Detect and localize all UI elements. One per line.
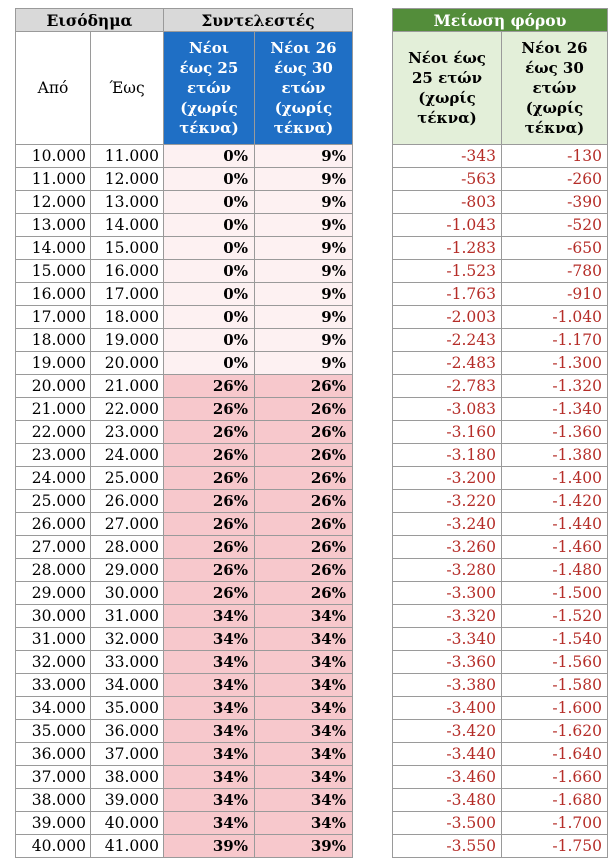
reduction-young26-30-cell: -910 (502, 283, 608, 306)
spacer (353, 191, 393, 214)
income-from-cell: 12.000 (16, 191, 91, 214)
spacer (353, 168, 393, 191)
rate-young25-cell: 0% (164, 352, 255, 375)
reduction-young25-cell: -3.340 (393, 628, 502, 651)
table-row (16, 145, 608, 168)
rate-young26-30-cell: 34% (255, 743, 353, 766)
reduction-young25-cell: -1.043 (393, 214, 502, 237)
reduction-young26-30-cell: -520 (502, 214, 608, 237)
table-row (16, 352, 608, 375)
rate-young26-30-cell: 9% (255, 168, 353, 191)
header-line: (χωρίς (180, 99, 238, 117)
spacer (353, 145, 393, 168)
spacer (353, 720, 393, 743)
income-from-cell: 11.000 (16, 168, 91, 191)
spacer (353, 582, 393, 605)
income-from-cell: 40.000 (16, 835, 91, 858)
income-to-cell: 37.000 (91, 743, 164, 766)
rate-young26-30-cell: 34% (255, 789, 353, 812)
rate-young25-cell: 34% (164, 812, 255, 835)
reduction-young25-cell: -3.360 (393, 651, 502, 674)
reduction-young25-cell: -3.500 (393, 812, 502, 835)
table-row (16, 605, 608, 628)
table-row (16, 467, 608, 490)
reduction-young26-30-cell: -650 (502, 237, 608, 260)
income-to-cell: 39.000 (91, 789, 164, 812)
reduction-young26-30-cell: -1.560 (502, 651, 608, 674)
header-line: έως 25 (179, 59, 239, 77)
spacer (353, 306, 393, 329)
table-row (16, 628, 608, 651)
rate-young26-30-cell: 9% (255, 260, 353, 283)
reduction-young26-30-cell: -1.480 (502, 559, 608, 582)
income-to-cell: 36.000 (91, 720, 164, 743)
table-row (16, 789, 608, 812)
rate-young26-30-cell: 34% (255, 697, 353, 720)
reduction-young26-30-cell: -1.640 (502, 743, 608, 766)
rate-young25-cell: 34% (164, 651, 255, 674)
income-from-cell: 28.000 (16, 559, 91, 582)
table-row (16, 766, 608, 789)
reduction-young25-cell: -3.440 (393, 743, 502, 766)
spacer (353, 421, 393, 444)
to-header: Έως (91, 32, 164, 145)
income-to-cell: 20.000 (91, 352, 164, 375)
income-to-cell: 24.000 (91, 444, 164, 467)
income-from-cell: 25.000 (16, 490, 91, 513)
spacer (353, 559, 393, 582)
rate-young25-cell: 34% (164, 697, 255, 720)
income-from-cell: 37.000 (16, 766, 91, 789)
rate-young25-cell: 39% (164, 835, 255, 858)
rate-young25-cell: 0% (164, 214, 255, 237)
table-row (16, 398, 608, 421)
income-from-cell: 14.000 (16, 237, 91, 260)
reduction-young26-30-cell: -1.440 (502, 513, 608, 536)
income-from-cell: 26.000 (16, 513, 91, 536)
header-line: (χωρίς (418, 89, 476, 107)
rate-young26-30-header (255, 32, 353, 145)
reduction-young25-cell: -3.160 (393, 421, 502, 444)
tax-table (15, 8, 608, 858)
rate-young26-30-cell: 9% (255, 191, 353, 214)
income-to-cell: 22.000 (91, 398, 164, 421)
income-to-cell: 40.000 (91, 812, 164, 835)
rate-young25-cell: 0% (164, 191, 255, 214)
spacer (353, 32, 393, 145)
reduction-young25-cell: -803 (393, 191, 502, 214)
reduction-young25-cell: -2.003 (393, 306, 502, 329)
reduction-young26-30-cell: -1.360 (502, 421, 608, 444)
reduction-young25-cell: -3.260 (393, 536, 502, 559)
income-from-cell: 21.000 (16, 398, 91, 421)
header-line: Νέοι 26 (270, 39, 337, 57)
rate-young26-30-cell: 26% (255, 559, 353, 582)
income-from-cell: 35.000 (16, 720, 91, 743)
reduction-young26-30-cell: -1.700 (502, 812, 608, 835)
income-from-cell: 36.000 (16, 743, 91, 766)
table-row (16, 237, 608, 260)
income-to-cell: 23.000 (91, 421, 164, 444)
rate-young25-cell: 34% (164, 766, 255, 789)
rate-young26-30-cell: 9% (255, 329, 353, 352)
reduction-young25-cell: -2.243 (393, 329, 502, 352)
reduction-young25-header (393, 32, 502, 145)
reduction-young26-30-cell: -1.680 (502, 789, 608, 812)
table-row (16, 191, 608, 214)
reduction-young26-30-cell: -1.660 (502, 766, 608, 789)
table-row (16, 513, 608, 536)
table-row (16, 421, 608, 444)
income-from-cell: 23.000 (16, 444, 91, 467)
reduction-young26-30-cell: -1.600 (502, 697, 608, 720)
income-to-cell: 26.000 (91, 490, 164, 513)
rate-young25-header (164, 32, 255, 145)
table-row (16, 260, 608, 283)
spacer (353, 513, 393, 536)
income-from-cell: 22.000 (16, 421, 91, 444)
income-to-cell: 41.000 (91, 835, 164, 858)
reduction-young26-30-cell: -1.380 (502, 444, 608, 467)
spacer (353, 237, 393, 260)
rate-young25-cell: 0% (164, 237, 255, 260)
income-to-cell: 27.000 (91, 513, 164, 536)
income-to-cell: 16.000 (91, 260, 164, 283)
reduction-young26-30-cell: -1.340 (502, 398, 608, 421)
table-row (16, 490, 608, 513)
reduction-young25-cell: -563 (393, 168, 502, 191)
spacer (353, 490, 393, 513)
reduction-young25-cell: -3.400 (393, 697, 502, 720)
spacer (353, 789, 393, 812)
rate-young26-30-cell: 34% (255, 720, 353, 743)
table-row (16, 444, 608, 467)
reduction-young26-30-cell: -260 (502, 168, 608, 191)
reduction-young26-30-cell: -1.300 (502, 352, 608, 375)
rate-young25-cell: 26% (164, 444, 255, 467)
income-from-cell: 39.000 (16, 812, 91, 835)
header-line: Νέοι 26 (521, 39, 588, 57)
rate-young25-cell: 0% (164, 145, 255, 168)
reduction-young25-cell: -2.483 (393, 352, 502, 375)
rate-young26-30-cell: 34% (255, 605, 353, 628)
income-to-cell: 31.000 (91, 605, 164, 628)
rate-young25-cell: 26% (164, 559, 255, 582)
income-to-cell: 13.000 (91, 191, 164, 214)
rate-young25-cell: 26% (164, 467, 255, 490)
table-row (16, 651, 608, 674)
spacer (353, 375, 393, 398)
rate-young25-cell: 0% (164, 260, 255, 283)
rate-young25-cell: 26% (164, 513, 255, 536)
header-line: Νέοι έως (408, 49, 486, 67)
reduction-young26-30-cell: -1.420 (502, 490, 608, 513)
table-row (16, 697, 608, 720)
rate-young26-30-cell: 26% (255, 375, 353, 398)
rate-young25-cell: 34% (164, 789, 255, 812)
rate-young25-cell: 26% (164, 375, 255, 398)
income-from-cell: 31.000 (16, 628, 91, 651)
income-to-cell: 18.000 (91, 306, 164, 329)
reduction-young26-30-cell: -780 (502, 260, 608, 283)
rate-young26-30-cell: 9% (255, 306, 353, 329)
spacer (353, 398, 393, 421)
spacer (353, 536, 393, 559)
reduction-young25-cell: -1.523 (393, 260, 502, 283)
income-from-cell: 13.000 (16, 214, 91, 237)
rate-young25-cell: 26% (164, 421, 255, 444)
income-to-cell: 25.000 (91, 467, 164, 490)
spacer (353, 605, 393, 628)
rate-young25-cell: 26% (164, 490, 255, 513)
rate-young26-30-cell: 26% (255, 421, 353, 444)
spacer (353, 835, 393, 858)
rate-young26-30-cell: 34% (255, 812, 353, 835)
income-to-cell: 38.000 (91, 766, 164, 789)
income-from-cell: 19.000 (16, 352, 91, 375)
reduction-young25-cell: -3.240 (393, 513, 502, 536)
income-from-cell: 34.000 (16, 697, 91, 720)
income-to-cell: 34.000 (91, 674, 164, 697)
rate-young25-cell: 0% (164, 329, 255, 352)
income-from-cell: 29.000 (16, 582, 91, 605)
reduction-young26-30-cell: -1.580 (502, 674, 608, 697)
reduction-young25-cell: -3.460 (393, 766, 502, 789)
spacer (353, 651, 393, 674)
income-from-cell: 17.000 (16, 306, 91, 329)
income-from-cell: 30.000 (16, 605, 91, 628)
header-line: τέκνα) (524, 119, 585, 137)
spacer (353, 352, 393, 375)
income-to-cell: 19.000 (91, 329, 164, 352)
rate-young26-30-cell: 34% (255, 674, 353, 697)
rate-young25-cell: 34% (164, 674, 255, 697)
reduction-young25-cell: -3.280 (393, 559, 502, 582)
rate-young26-30-cell: 9% (255, 283, 353, 306)
spacer (353, 467, 393, 490)
income-from-cell: 18.000 (16, 329, 91, 352)
income-from-cell: 15.000 (16, 260, 91, 283)
income-from-cell: 10.000 (16, 145, 91, 168)
spacer (353, 283, 393, 306)
header-line: έως 30 (274, 59, 333, 77)
reduction-young25-cell: -3.200 (393, 467, 502, 490)
spacer (353, 743, 393, 766)
table-row (16, 329, 608, 352)
reduction-young26-30-cell: -390 (502, 191, 608, 214)
income-to-cell: 28.000 (91, 536, 164, 559)
income-to-cell: 35.000 (91, 697, 164, 720)
table-row (16, 306, 608, 329)
header-line: τέκνα) (273, 119, 334, 137)
income-to-cell: 17.000 (91, 283, 164, 306)
table-row (16, 720, 608, 743)
income-header: Εισόδημα (16, 9, 164, 32)
income-to-cell: 15.000 (91, 237, 164, 260)
reduction-young26-30-cell: -130 (502, 145, 608, 168)
rate-young26-30-cell: 26% (255, 490, 353, 513)
rate-young25-cell: 26% (164, 582, 255, 605)
reduction-header: Μείωση φόρου (393, 9, 608, 32)
income-to-cell: 14.000 (91, 214, 164, 237)
income-to-cell: 11.000 (91, 145, 164, 168)
reduction-young25-cell: -3.083 (393, 398, 502, 421)
spacer (353, 260, 393, 283)
reduction-young25-cell: -1.283 (393, 237, 502, 260)
rate-young26-30-cell: 26% (255, 582, 353, 605)
rate-young25-cell: 26% (164, 398, 255, 421)
header-line: έως 30 (525, 59, 584, 77)
rate-young25-cell: 34% (164, 605, 255, 628)
rate-young26-30-cell: 34% (255, 628, 353, 651)
header-line: (χωρίς (274, 99, 333, 117)
income-to-cell: 12.000 (91, 168, 164, 191)
income-from-cell: 33.000 (16, 674, 91, 697)
header-line: ετών (281, 79, 326, 97)
reduction-young25-cell: -3.420 (393, 720, 502, 743)
rate-young25-cell: 34% (164, 720, 255, 743)
table-row (16, 214, 608, 237)
reduction-young25-cell: -3.320 (393, 605, 502, 628)
rate-young26-30-cell: 9% (255, 237, 353, 260)
spacer (353, 766, 393, 789)
reduction-young26-30-cell: -1.460 (502, 536, 608, 559)
reduction-young25-cell: -3.550 (393, 835, 502, 858)
rate-young26-30-cell: 26% (255, 513, 353, 536)
reduction-young25-cell: -3.220 (393, 490, 502, 513)
header-line: ετών (532, 79, 577, 97)
header-line: 25 ετών (412, 69, 482, 87)
income-from-cell: 27.000 (16, 536, 91, 559)
rate-young26-30-cell: 26% (255, 467, 353, 490)
reduction-young26-30-cell: -1.620 (502, 720, 608, 743)
header-line: τέκνα) (179, 119, 239, 137)
table-row (16, 582, 608, 605)
income-to-cell: 29.000 (91, 559, 164, 582)
header-line: τέκνα) (417, 109, 477, 127)
income-to-cell: 32.000 (91, 628, 164, 651)
reduction-young26-30-cell: -1.750 (502, 835, 608, 858)
table-row (16, 375, 608, 398)
reduction-young26-30-cell: -1.170 (502, 329, 608, 352)
table-row (16, 743, 608, 766)
reduction-young25-cell: -1.763 (393, 283, 502, 306)
rate-young26-30-cell: 9% (255, 214, 353, 237)
income-to-cell: 33.000 (91, 651, 164, 674)
rate-young25-cell: 0% (164, 306, 255, 329)
reduction-young25-cell: -3.380 (393, 674, 502, 697)
spacer (353, 329, 393, 352)
income-from-cell: 24.000 (16, 467, 91, 490)
table-row (16, 536, 608, 559)
table-row (16, 168, 608, 191)
table-row (16, 283, 608, 306)
table-row (16, 835, 608, 858)
rate-young26-30-cell: 9% (255, 352, 353, 375)
rate-young26-30-cell: 9% (255, 145, 353, 168)
reduction-young26-30-cell: -1.520 (502, 605, 608, 628)
header-line: Νέοι (188, 39, 230, 57)
rate-young26-30-cell: 26% (255, 444, 353, 467)
rate-young26-30-cell: 39% (255, 835, 353, 858)
table-row (16, 559, 608, 582)
header-line: ετών (187, 79, 231, 97)
reduction-young26-30-cell: -1.040 (502, 306, 608, 329)
rate-young26-30-cell: 34% (255, 651, 353, 674)
reduction-young25-cell: -3.480 (393, 789, 502, 812)
spacer (353, 674, 393, 697)
reduction-young25-cell: -3.300 (393, 582, 502, 605)
rate-young26-30-cell: 26% (255, 536, 353, 559)
income-from-cell: 32.000 (16, 651, 91, 674)
reduction-young26-30-cell: -1.400 (502, 467, 608, 490)
rate-young25-cell: 0% (164, 283, 255, 306)
header-line: (χωρίς (525, 99, 584, 117)
spacer (353, 812, 393, 835)
spacer (353, 214, 393, 237)
rate-young26-30-cell: 34% (255, 766, 353, 789)
income-from-cell: 16.000 (16, 283, 91, 306)
income-to-cell: 21.000 (91, 375, 164, 398)
rate-young26-30-cell: 26% (255, 398, 353, 421)
spacer (353, 628, 393, 651)
rate-young25-cell: 0% (164, 168, 255, 191)
reduction-young26-30-cell: -1.320 (502, 375, 608, 398)
rates-header: Συντελεστές (164, 9, 353, 32)
table-row (16, 812, 608, 835)
reduction-young25-cell: -343 (393, 145, 502, 168)
table-row (16, 674, 608, 697)
reduction-young26-30-header (502, 32, 608, 145)
reduction-young26-30-cell: -1.540 (502, 628, 608, 651)
spacer (353, 444, 393, 467)
rate-young25-cell: 34% (164, 743, 255, 766)
rate-young25-cell: 26% (164, 536, 255, 559)
spacer (353, 697, 393, 720)
income-to-cell: 30.000 (91, 582, 164, 605)
spacer (353, 9, 393, 32)
income-from-cell: 38.000 (16, 789, 91, 812)
from-header: Από (16, 32, 91, 145)
income-from-cell: 20.000 (16, 375, 91, 398)
reduction-young26-30-cell: -1.500 (502, 582, 608, 605)
reduction-young25-cell: -2.783 (393, 375, 502, 398)
rate-young25-cell: 34% (164, 628, 255, 651)
reduction-young25-cell: -3.180 (393, 444, 502, 467)
